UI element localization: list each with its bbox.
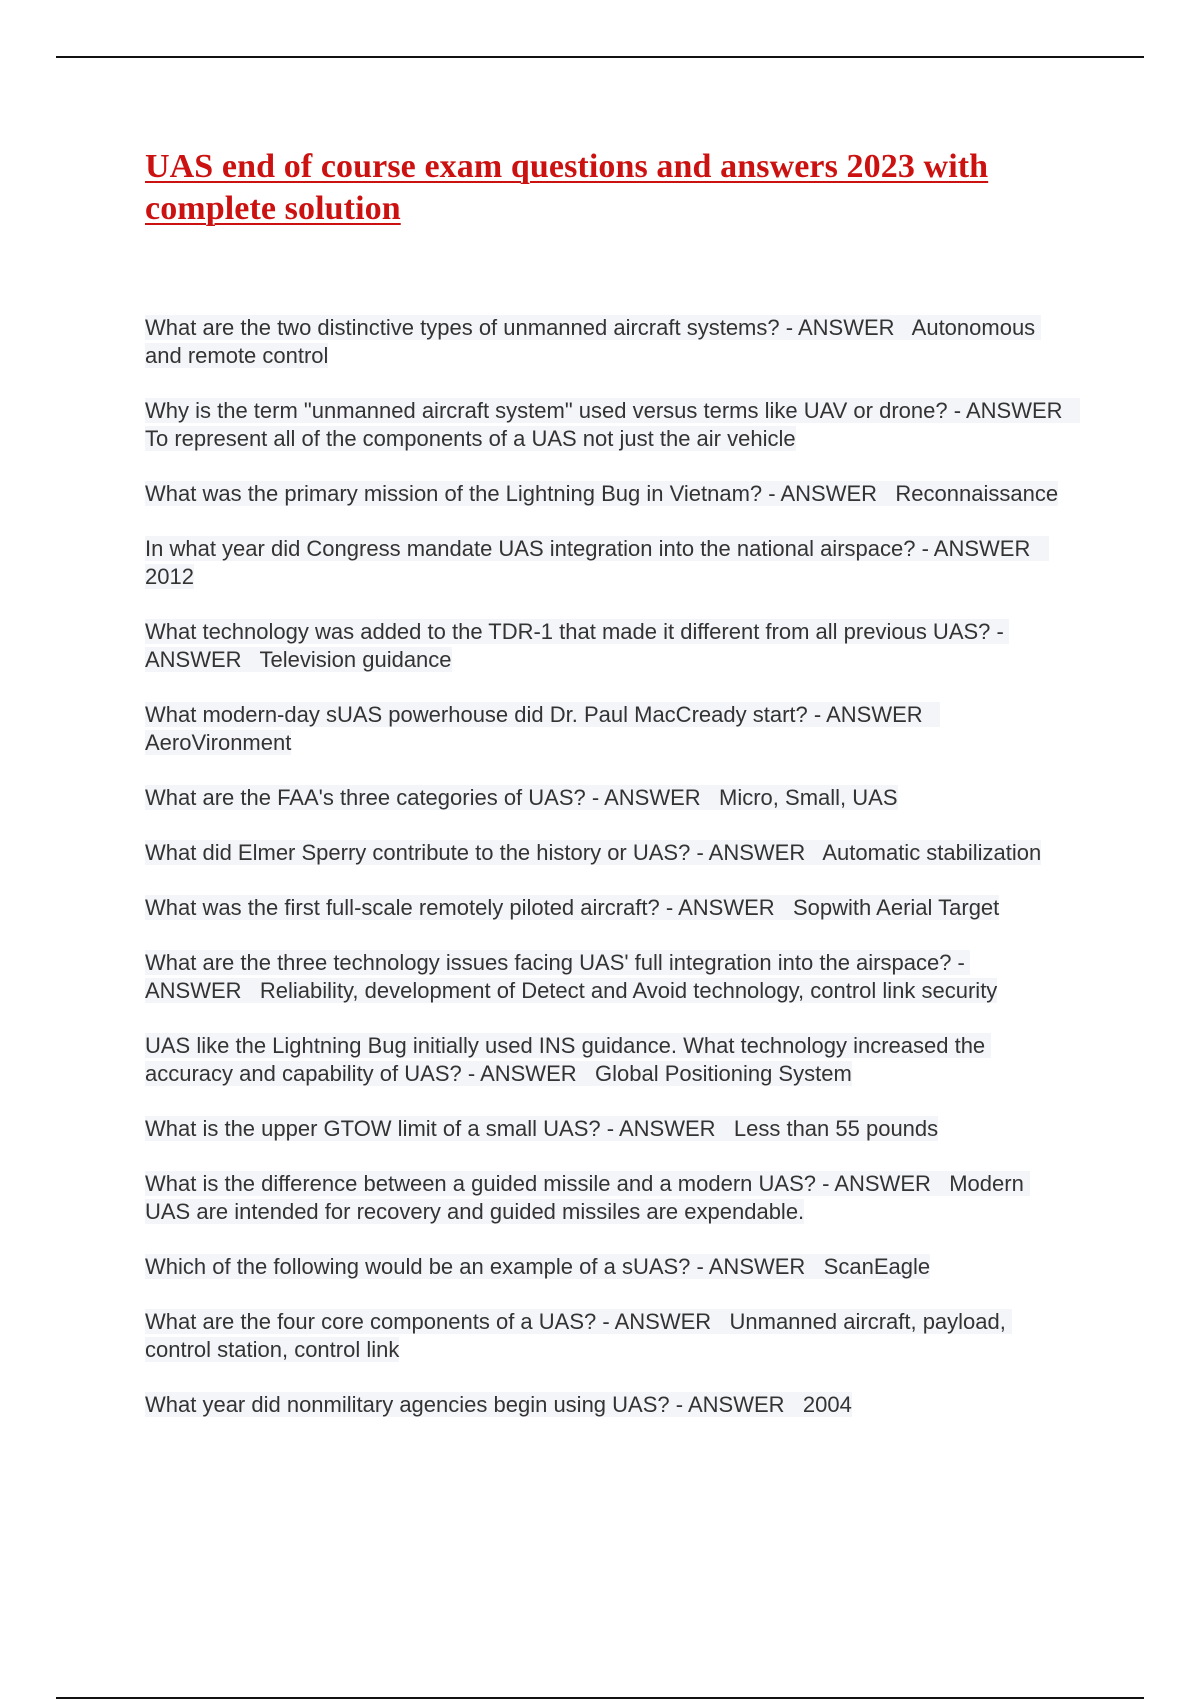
qa-item (145, 1032, 1065, 1088)
qa-item (145, 1115, 1065, 1143)
question-text: What year did nonmilitary agencies begin using UAS? (145, 1392, 670, 1417)
question-text: What did Elmer Sperry contribute to the history or UAS? (145, 840, 691, 865)
question-text: What are the three technology issues facing UAS' full integration into the airspace? (145, 950, 952, 975)
answer-text: AeroVironment (145, 730, 292, 755)
qa-item (145, 839, 1065, 867)
bottom-rule (56, 1697, 1144, 1699)
qa-item (145, 397, 1081, 453)
answer-text: ScanEagle (823, 1254, 931, 1279)
answer-separator: - ANSWER (669, 1392, 803, 1417)
answer-text: Unmanned aircraft, payload, control station, control link (145, 1309, 1012, 1362)
qa-item (145, 701, 1065, 757)
answer-text: Reliability, development of Detect and Avoid technology, control link security (259, 978, 998, 1003)
answer-text: Less than 55 pounds (733, 1116, 939, 1141)
question-text: What is the difference between a guided missile and a modern UAS? (145, 1171, 816, 1196)
question-text: What is the upper GTOW limit of a small UAS? (145, 1116, 601, 1141)
answer-text: Sopwith Aerial Target (793, 895, 1000, 920)
answer-separator: - ANSWER (145, 619, 1009, 672)
qa-item (145, 480, 1065, 508)
answer-separator: - ANSWER (947, 398, 1081, 423)
question-text: What are the FAA's three categories of UAS? (145, 785, 586, 810)
answer-text: Automatic stabilization (822, 840, 1042, 865)
answer-separator: - ANSWER (690, 1254, 824, 1279)
qa-item (145, 314, 1065, 370)
qa-item (145, 1391, 1065, 1419)
answer-text: Autonomous and remote control (145, 315, 1042, 368)
answer-separator: - ANSWER (762, 481, 896, 506)
question-text: UAS like the Lightning Bug initially used INS guidance. What technology increased the accuracy and capability of UAS? (145, 1033, 992, 1086)
qa-item (145, 1308, 1065, 1364)
answer-separator: - ANSWER (600, 1116, 734, 1141)
question-text: What was the first full-scale remotely piloted aircraft? (145, 895, 660, 920)
question-text: What are the four core components of a UAS? (145, 1309, 597, 1334)
qa-item (145, 784, 1065, 812)
answer-text: 2012 (145, 564, 194, 589)
answer-separator: - ANSWER (815, 1171, 950, 1196)
answer-separator: - ANSWER (807, 702, 940, 727)
question-text: What was the primary mission of the Lightning Bug in Vietnam? (145, 481, 763, 506)
answer-text: To represent all of the components of a UAS not just the air vehicle (145, 426, 796, 451)
answer-text: Reconnaissance (895, 481, 1059, 506)
answer-separator: - ANSWER (145, 950, 970, 1003)
top-rule (56, 56, 1144, 58)
answer-separator: - ANSWER (690, 840, 823, 865)
answer-text: Modern UAS are intended for recovery and guided missiles are expendable. (145, 1171, 1030, 1224)
answer-text: Micro, Small, UAS (719, 785, 898, 810)
question-text: Which of the following would be an example of a sUAS? (145, 1254, 691, 1279)
qa-item (145, 1170, 1065, 1226)
question-text: Why is the term "unmanned aircraft system" used versus terms like UAV or drone? (145, 398, 948, 423)
answer-text: 2004 (802, 1392, 852, 1417)
question-text: What modern-day sUAS powerhouse did Dr. Paul MacCready start? (145, 702, 808, 727)
answer-separator: - ANSWER (779, 315, 912, 340)
answer-separator: - ANSWER (596, 1309, 730, 1334)
document-page (145, 146, 1081, 1417)
answer-text: Television guidance (259, 647, 452, 672)
qa-item (145, 949, 1065, 1005)
question-text: What technology was added to the TDR-1 that made it different from all previous UAS? (145, 619, 991, 644)
answer-separator: - ANSWER (585, 785, 720, 810)
answer-text: Global Positioning System (594, 1061, 852, 1086)
qa-item (145, 535, 1065, 591)
qa-list (145, 314, 1081, 1446)
answer-separator: - ANSWER (659, 895, 793, 920)
qa-item (145, 1253, 1065, 1281)
answer-separator: - ANSWER (915, 536, 1049, 561)
question-text: What are the two distinctive types of unmanned aircraft systems? (145, 315, 780, 340)
question-text: In what year did Congress mandate UAS integration into the national airspace? (145, 536, 916, 561)
qa-item (145, 894, 1065, 922)
answer-separator: - ANSWER (461, 1061, 595, 1086)
qa-item (145, 618, 1065, 674)
document-title: UAS end of course exam questions and answers 2023 with complete solution (145, 148, 989, 227)
